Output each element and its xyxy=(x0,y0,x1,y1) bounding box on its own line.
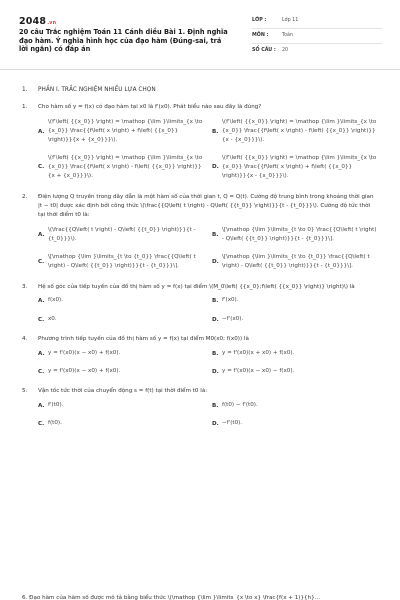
option-text: \[\mathop {\lim }\limits_{t \to {t_0}} \frac{{Q\left( t \right) - Q\left( {{t_0}} \right)}}{t - {t_0}}}\]. xyxy=(48,253,196,269)
option-text: y = f'(x0)(x − x0) + f(x0). xyxy=(48,349,121,356)
option-b[interactable] xyxy=(212,226,378,244)
option-text: \(f'\left( {{x_0}} \right) = \mathop {\lim }\limits_{x \to {x_0}} \frac{{f\left( x \right) + f\left( {{x_0}} \right)}}{x - {x_0}}}\). xyxy=(222,155,377,180)
question-stem xyxy=(22,283,378,292)
options-grid xyxy=(22,226,378,271)
option-text: y = f'(x0)(x − x0) − f(x0). xyxy=(222,367,295,374)
option-letter: C. xyxy=(38,316,45,323)
question-2 xyxy=(22,193,378,271)
option-d[interactable] xyxy=(212,368,378,376)
meta-key: LỚP : xyxy=(252,17,267,23)
option-text: \(f'\left( {{x_0}} \right) = \mathop {\lim }\limits_{x \to {x_0}} \frac{{f\left( x \right) + f\left( {{x_0}} \right)}}{x + {x_0}}}\). xyxy=(48,119,203,144)
option-text: \[\mathop {\lim }\limits_{t \to 0} \frac{{Q\left( t \right) - Q\left( {{t_0}} \right)}}{t - {t_0}}}\]. xyxy=(222,226,377,242)
question-number: 4. xyxy=(22,335,28,342)
option-letter: D. xyxy=(212,368,219,375)
question-number: 2. xyxy=(22,193,28,200)
option-d[interactable] xyxy=(212,316,378,324)
option-a[interactable] xyxy=(38,226,204,244)
option-text: \[\mathop {\lim }\limits_{t \to {t_0}} \frac{{Q\left( t \right) - Q\left( {{t_0}} \right)}}{t - {t_0}}}\]. xyxy=(222,253,370,269)
meta-row-grade xyxy=(252,14,382,29)
document-body xyxy=(0,70,400,428)
meta-value: Lớp 11 xyxy=(282,17,299,23)
option-text: −f'(t0). xyxy=(222,419,243,426)
question-5 xyxy=(22,387,378,428)
option-text: f(t0). xyxy=(48,419,62,426)
option-text: \(\frac{{Q\left( t \right) - Q\left( {{t_0}} \right)}}{t - {t_0}}}\). xyxy=(48,226,196,242)
meta-value: 20 xyxy=(282,48,289,54)
meta-row-count xyxy=(252,44,382,59)
document-meta xyxy=(252,14,382,59)
option-letter: D. xyxy=(212,420,219,427)
question-stem xyxy=(22,335,378,344)
question-number: 1. xyxy=(22,104,28,111)
question-4 xyxy=(22,335,378,376)
question-number: 3. xyxy=(22,283,28,290)
options-grid xyxy=(22,402,378,428)
document-header xyxy=(0,0,400,70)
question-text: Điện lượng Q truyền trong dây dẫn là một hàm số của thời gian t, Q = Q(t). Cường độ trung bình trong khoảng thời gian |t − t0| được xác định bởi công thức \(\frac{{Q\left( t \right) - Q\left( {{t_0}} \right)}}{t - {t_0}}}\). Cường độ tức thời tại thời điểm t0 là: xyxy=(38,193,374,218)
option-letter: D. xyxy=(212,258,219,265)
option-d[interactable] xyxy=(212,420,378,428)
option-letter: C. xyxy=(38,368,45,375)
option-b[interactable] xyxy=(212,402,378,410)
question-stem xyxy=(22,103,378,112)
document-title: 20 câu Trắc nghiệm Toán 11 Cánh diều Bài 1. Định nghĩa đạo hàm. Ý nghĩa hình học của đạo hàm (Đúng-sai, trả lời ngắn) có đáp án xyxy=(19,28,228,54)
question-3 xyxy=(22,283,378,324)
options-grid xyxy=(22,350,378,376)
question-6-cutoff: 6. Đạo hàm của hàm số được mô tả bằng biểu thức \(\mathop {\lim }\limits_{x \to x} \frac{f(x + 1)}{h}... xyxy=(22,595,321,600)
option-text: f'(t0). xyxy=(48,401,64,408)
logo-suffix: .vn xyxy=(47,21,57,26)
option-c[interactable] xyxy=(38,316,204,324)
option-text: x0. xyxy=(48,315,57,322)
option-text: f(x0). xyxy=(48,297,63,304)
option-c[interactable] xyxy=(38,420,204,428)
option-letter: C. xyxy=(38,164,45,171)
meta-value: Toán xyxy=(282,32,294,38)
option-letter: A. xyxy=(38,231,45,238)
option-letter: B. xyxy=(212,231,219,238)
option-letter: A. xyxy=(38,402,45,409)
option-text: y = f'(x0)(x − x0) + f(x0). xyxy=(48,367,121,374)
option-b[interactable] xyxy=(212,297,378,305)
option-letter: A. xyxy=(38,298,45,305)
question-stem xyxy=(22,387,378,396)
option-letter: C. xyxy=(38,258,45,265)
option-a[interactable] xyxy=(38,297,204,305)
option-c[interactable] xyxy=(38,368,204,376)
option-d[interactable] xyxy=(212,253,378,271)
question-text: Cho hàm số y = f(x) có đạo hàm tại x0 là f'(x0). Phát biểu nào sau đây là đúng? xyxy=(38,104,262,111)
option-d[interactable] xyxy=(212,154,378,181)
option-letter: A. xyxy=(38,128,45,135)
question-text: Phương trình tiếp tuyến của đồ thị hàm số y = f(x) tại điểm M0(x0; f(x0)) là xyxy=(38,335,249,342)
option-letter: A. xyxy=(38,350,45,357)
meta-row-subject xyxy=(252,29,382,44)
option-text: f'(x0). xyxy=(222,297,239,304)
option-a[interactable] xyxy=(38,402,204,410)
logo-main: 2048 xyxy=(19,16,47,27)
option-letter: D. xyxy=(212,316,219,323)
option-text: −f'(x0). xyxy=(222,315,244,322)
option-letter: B. xyxy=(212,350,219,357)
option-text: \(f'\left( {{x_0}} \right) = \mathop {\lim }\limits_{x \to {x_0}} \frac{{f\left( x \right) - f\left( {{x_0}} \right)}}{x + {x_0}}}\). xyxy=(48,155,203,180)
option-text: f(t0) − f'(t0). xyxy=(222,401,258,408)
option-letter: C. xyxy=(38,420,45,427)
question-text: Hệ số góc của tiếp tuyến của đồ thị hàm số y = f(x) tại điểm \(M_0\left( {{x_0};f\left( {{x_0}} \right)} \right)\) là xyxy=(38,283,355,290)
section-label: PHẦN I. TRẮC NGHIỆM NHIỀU LỰA CHỌN xyxy=(38,87,156,93)
section-title xyxy=(22,86,378,94)
question-1 xyxy=(22,103,378,181)
option-text: \(f'\left( {{x_0}} \right) = \mathop {\lim }\limits_{x \to {x_0}} \frac{{f\left( x \right) - f\left( {{x_0}} \right)}}{x - {x_0}}}\). xyxy=(222,119,377,144)
option-a[interactable] xyxy=(38,350,204,358)
option-a[interactable] xyxy=(38,118,204,145)
option-letter: B. xyxy=(212,128,219,135)
meta-key: MÔN : xyxy=(252,32,269,38)
option-b[interactable] xyxy=(212,350,378,358)
options-grid xyxy=(22,297,378,323)
options-grid xyxy=(22,118,378,181)
option-letter: B. xyxy=(212,298,219,305)
question-text: Vận tốc tức thời của chuyển động s = f(t) tại thời điểm t0 là: xyxy=(38,387,208,394)
option-letter: B. xyxy=(212,402,219,409)
option-letter: D. xyxy=(212,164,219,171)
option-text: y = f'(x0)(x + x0) + f(x0). xyxy=(222,349,295,356)
option-c[interactable] xyxy=(38,154,204,181)
site-logo[interactable] xyxy=(19,15,56,29)
meta-key: SỐ CÂU : xyxy=(252,48,276,54)
section-number: 1. xyxy=(22,87,28,93)
question-number: 5. xyxy=(22,387,28,394)
option-b[interactable] xyxy=(212,118,378,145)
question-stem xyxy=(22,193,378,220)
option-c[interactable] xyxy=(38,253,204,271)
